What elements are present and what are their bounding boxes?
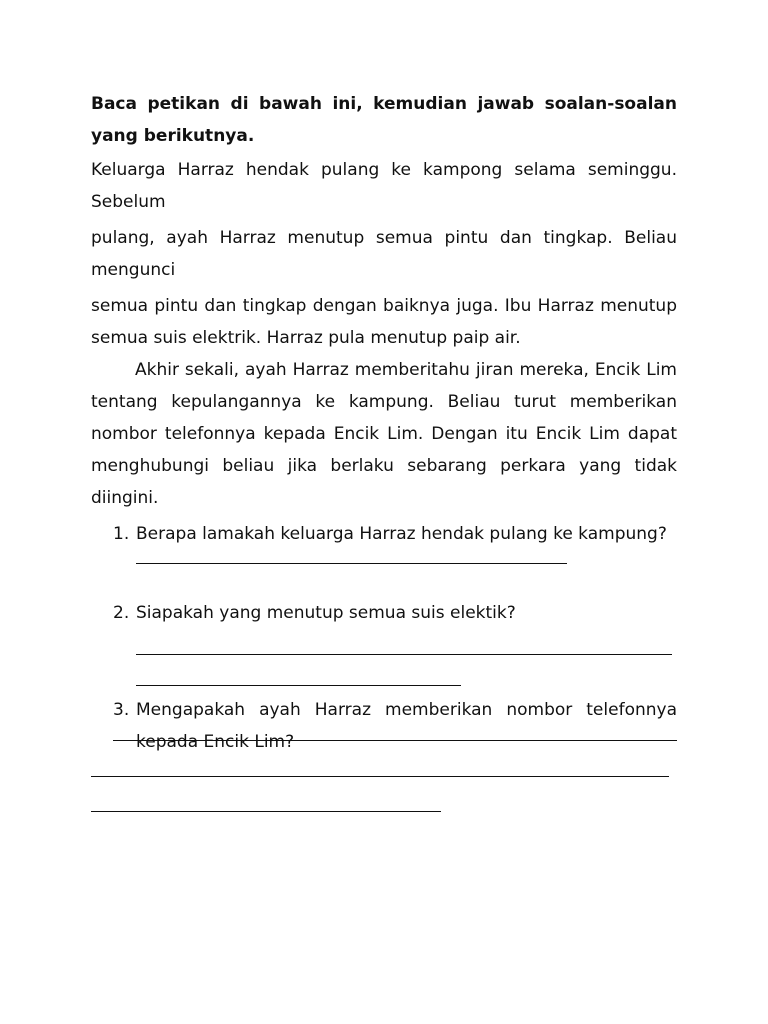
question-list xyxy=(91,518,677,758)
question-number: 3. xyxy=(113,700,130,720)
answer-line[interactable] xyxy=(136,654,672,655)
answer-line[interactable] xyxy=(136,685,461,686)
instruction-heading: Baca petikan di bawah ini, kemudian jawab soalan-soalan yang berikutnya. xyxy=(91,94,677,146)
question-item-3 xyxy=(91,694,677,758)
answer-line[interactable] xyxy=(136,563,567,564)
question-item-2 xyxy=(91,597,677,686)
answer-line[interactable] xyxy=(91,776,669,777)
passage-paragraph-1: Keluarga Harraz hendak pulang ke kampong selama seminggu. Sebelum xyxy=(91,160,677,212)
passage-paragraph-3: semua pintu dan tingkap dengan baiknya juga. Ibu Harraz menutup semua suis elektrik. Harraz pula menutup paip air. xyxy=(91,296,677,348)
question-text: Berapa lamakah keluarga Harraz hendak pulang ke kampung? xyxy=(136,524,667,544)
question-number: 1. xyxy=(113,524,130,544)
question-number: 2. xyxy=(113,603,130,623)
passage-paragraph-2: pulang, ayah Harraz menutup semua pintu dan tingkap. Beliau mengunci xyxy=(91,228,677,280)
answer-line[interactable] xyxy=(91,811,441,812)
worksheet-content xyxy=(91,88,677,812)
question-text: Mengapakah ayah Harraz memberikan nombor telefonnya kepada Encik Lim? xyxy=(136,700,677,752)
reading-passage xyxy=(91,154,677,514)
question-text: Siapakah yang menutup semua suis elektik? xyxy=(136,603,516,623)
question-item-1 xyxy=(91,518,677,564)
passage-paragraph-4: Akhir sekali, ayah Harraz memberitahu jiran mereka, Encik Lim tentang kepulangannya ke kampung. Beliau turut memberikan nombor telefonnya kepada Encik Lim. Dengan itu Encik Lim dapat menghubungi beliau jika berlaku sebarang perkara yang tidak diingini. xyxy=(91,360,677,508)
answer-line[interactable] xyxy=(113,740,677,741)
